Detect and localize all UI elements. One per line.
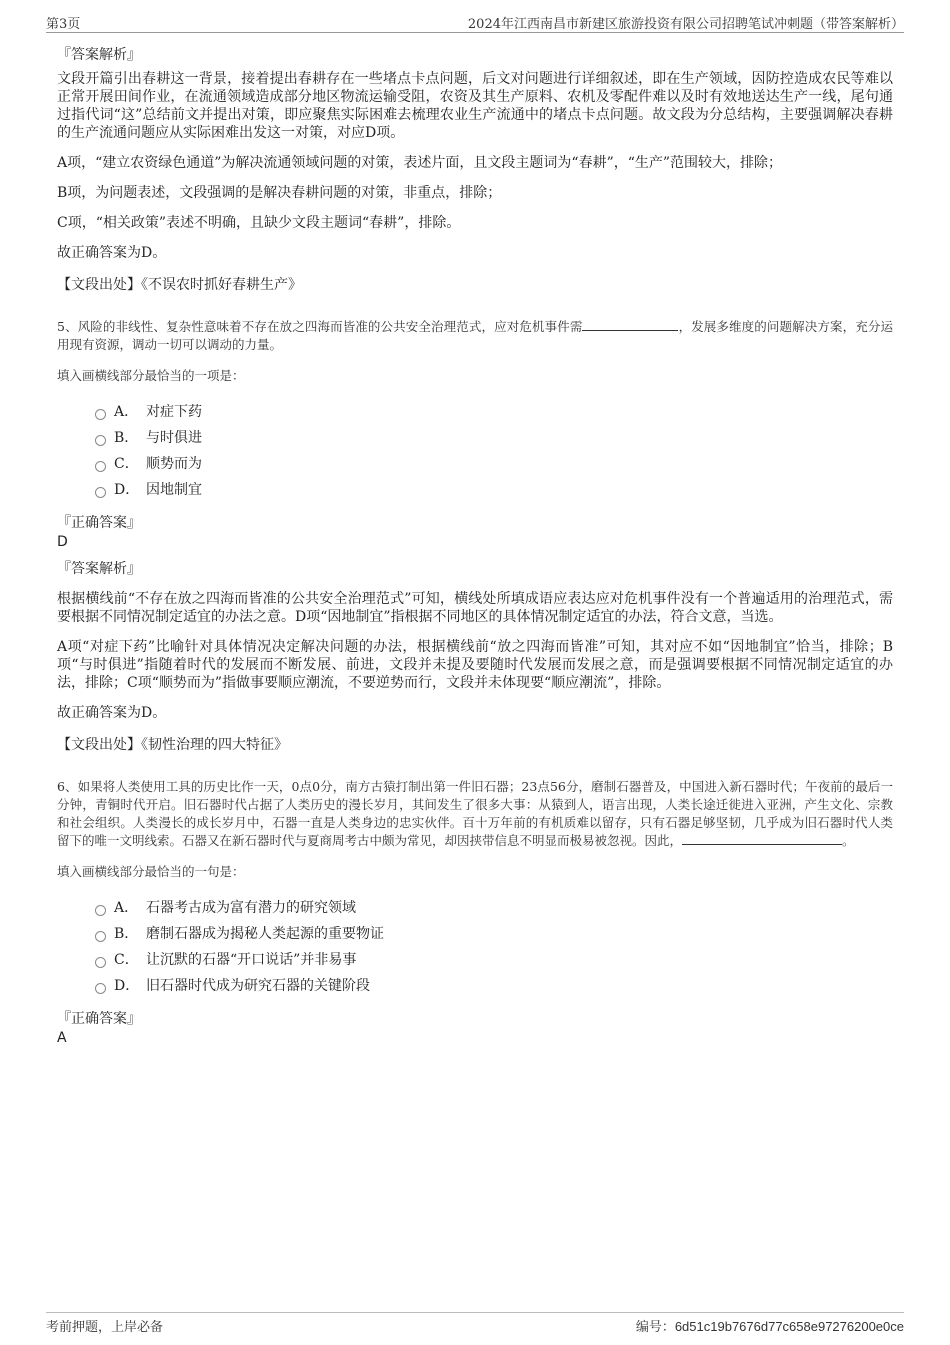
analysis-item-a: A项，“建立农资绿色通道”为解决流通领域问题的对策，表述片面，且文段主题词为“春耕”，“生产”范围较大，排除； (57, 155, 783, 171)
correct-answer-label: 『正确答案』 (57, 515, 141, 531)
stem-text-after: ，发展多维度的问题解决方案，充分运用现有资源，调动一切可以调动的力量。 (57, 319, 893, 352)
question-stem (57, 318, 893, 354)
q4-analysis-section (57, 44, 893, 294)
option-letter: A． (114, 900, 139, 916)
analysis-label: 『答案解析』 (57, 561, 141, 577)
option-list (95, 398, 893, 502)
analysis-paragraph: A项“对症下药”比喻针对具体情况决定解决问题的办法，根据横线前“放之四海而皆准”可知，其对应不如“因地制宜”恰当，排除；B项“与时俱进”指随着时代的发展而不断发展、前进，文段并未提及要随时代发展而发展之意，而是强调要根据不同情况制定适宜的办法，排除；C项“顺势而为”指做事要顺应潮流，不要逆势而行，文段并未体现要“顺应潮流”，排除。 (57, 639, 893, 691)
option-b[interactable] (95, 920, 893, 946)
radio-icon[interactable] (95, 983, 106, 994)
option-letter: B． (114, 926, 139, 942)
radio-icon[interactable] (95, 461, 106, 472)
option-text: 对症下药 (146, 404, 202, 420)
radio-icon[interactable] (95, 931, 106, 942)
radio-icon[interactable] (95, 409, 106, 420)
analysis-paragraph: 根据横线前“不存在放之四海而皆准的公共安全治理范式”可知，横线处所填成语应表达应对危机事件没有一个普遍适用的治理范式，需要根据不同情况制定适宜的办法之意。D项“因地制宜”指根据不同地区的具体情况制定适宜的办法，符合文意，当选。 (57, 591, 893, 625)
option-text: 旧石器时代成为研究石器的关键阶段 (146, 978, 370, 994)
page-content (57, 44, 893, 1054)
analysis-item-b: B项，为问题表述，文段强调的是解决春耕问题的对策，非重点，排除； (57, 185, 502, 201)
question-stem (57, 778, 893, 850)
option-text: 让沉默的石器“开口说话”并非易事 (146, 952, 357, 968)
radio-icon[interactable] (95, 487, 106, 498)
option-d[interactable] (95, 972, 893, 998)
option-letter: B． (114, 430, 139, 446)
correct-answer: D (57, 534, 68, 550)
option-c[interactable] (95, 946, 893, 972)
passage-source: 【文段出处】《不误农时抓好春耕生产》 (57, 277, 302, 293)
document-title: 2024年江西南昌市新建区旅游投资有限公司招聘笔试冲刺题（带答案解析） (467, 17, 904, 32)
analysis-item-c: C项，“相关政策”表述不明确，且缺少文段主题词“春耕”，排除。 (57, 215, 461, 231)
question-5 (57, 318, 893, 754)
passage-source: 【文段出处】《韧性治理的四大特征》 (57, 737, 288, 753)
page-header (46, 10, 904, 33)
option-text: 磨制石器成为揭秘人类起源的重要物证 (146, 926, 384, 942)
code-label: 编号： (635, 1320, 675, 1335)
question-instruction: 填入画横线部分最恰当的一句是： (57, 864, 245, 879)
stem-text-before: 6、如果将人类使用工具的历史比作一天，0点0分，南方古猿打制出第一件旧石器；23点56分，磨制石器普及，中国进入新石器时代；午夜前的最后一分钟，青铜时代开启。旧石器时代占据了人类历史的漫长岁月，其间发生了很多大事：从猿到人，语言出现，人类长途迁徙进入亚洲，产生文化、宗教和社会组织。人类漫长的成长岁月中，石器一直是人类身边的忠实伙伴。百十万年前的有机质难以留存，只有石器足够坚韧，几乎成为旧石器时代人类留下的唯一文明线索。石器又在新石器时代与夏商周考古中颇为常见，却因挟带信息不明显而极易被忽视。因此， (57, 779, 893, 848)
option-letter: D． (114, 978, 140, 994)
page-footer (46, 1312, 904, 1337)
document-code (636, 1316, 904, 1335)
analysis-label: 『答案解析』 (57, 47, 141, 63)
option-text: 石器考古成为富有潜力的研究领域 (146, 900, 356, 916)
option-d[interactable] (95, 476, 893, 502)
page-number: 第3页 (46, 17, 81, 32)
stem-text-before: 5、风险的非线性、复杂性意味着不存在放之四海而皆准的公共安全治理范式，应对危机事件需 (57, 319, 583, 334)
radio-icon[interactable] (95, 957, 106, 968)
option-b[interactable] (95, 424, 893, 450)
option-letter: A． (114, 404, 139, 420)
option-letter: C． (114, 456, 139, 472)
option-list (95, 894, 893, 998)
option-text: 顺势而为 (146, 456, 202, 472)
option-a[interactable] (95, 398, 893, 424)
analysis-paragraph: 文段开篇引出春耕这一背景，接着提出春耕存在一些堵点卡点问题，后文对问题进行详细叙述，即在生产领域，因防控造成农民等难以正常开展田间作业，在流通领域造成部分地区物流运输受阻，农资及其生产原料、农机及零配件难以及时有效地送达生产一线，尾句通过指代词“这”总结前文并提出对策，即应聚焦实际困难去梳理农业生产流通中的堵点卡点问题。故文段为分总结构，主要强调解决春耕的生产流通问题应从实际困难出发这一对策，对应D项。 (57, 71, 893, 141)
option-text: 因地制宜 (146, 482, 202, 498)
answer-blank (682, 832, 842, 845)
option-c[interactable] (95, 450, 893, 476)
question-instruction: 填入画横线部分最恰当的一项是： (57, 368, 245, 383)
question-6 (57, 778, 893, 1046)
option-a[interactable] (95, 894, 893, 920)
option-letter: D． (114, 482, 140, 498)
answer-blank (582, 318, 678, 331)
stem-text-after: 。 (842, 833, 855, 848)
footer-slogan: 考前押题，上岸必备 (46, 1320, 164, 1335)
radio-icon[interactable] (95, 435, 106, 446)
option-text: 与时俱进 (146, 430, 202, 446)
correct-answer-label: 『正确答案』 (57, 1011, 141, 1027)
correct-answer: A (57, 1030, 67, 1046)
analysis-conclusion: 故正确答案为D。 (57, 705, 167, 721)
analysis-conclusion: 故正确答案为D。 (57, 245, 167, 261)
option-letter: C． (114, 952, 139, 968)
radio-icon[interactable] (95, 905, 106, 916)
code-value: 6d51c19b7676d77c658e97276200e0ce (674, 1319, 904, 1334)
